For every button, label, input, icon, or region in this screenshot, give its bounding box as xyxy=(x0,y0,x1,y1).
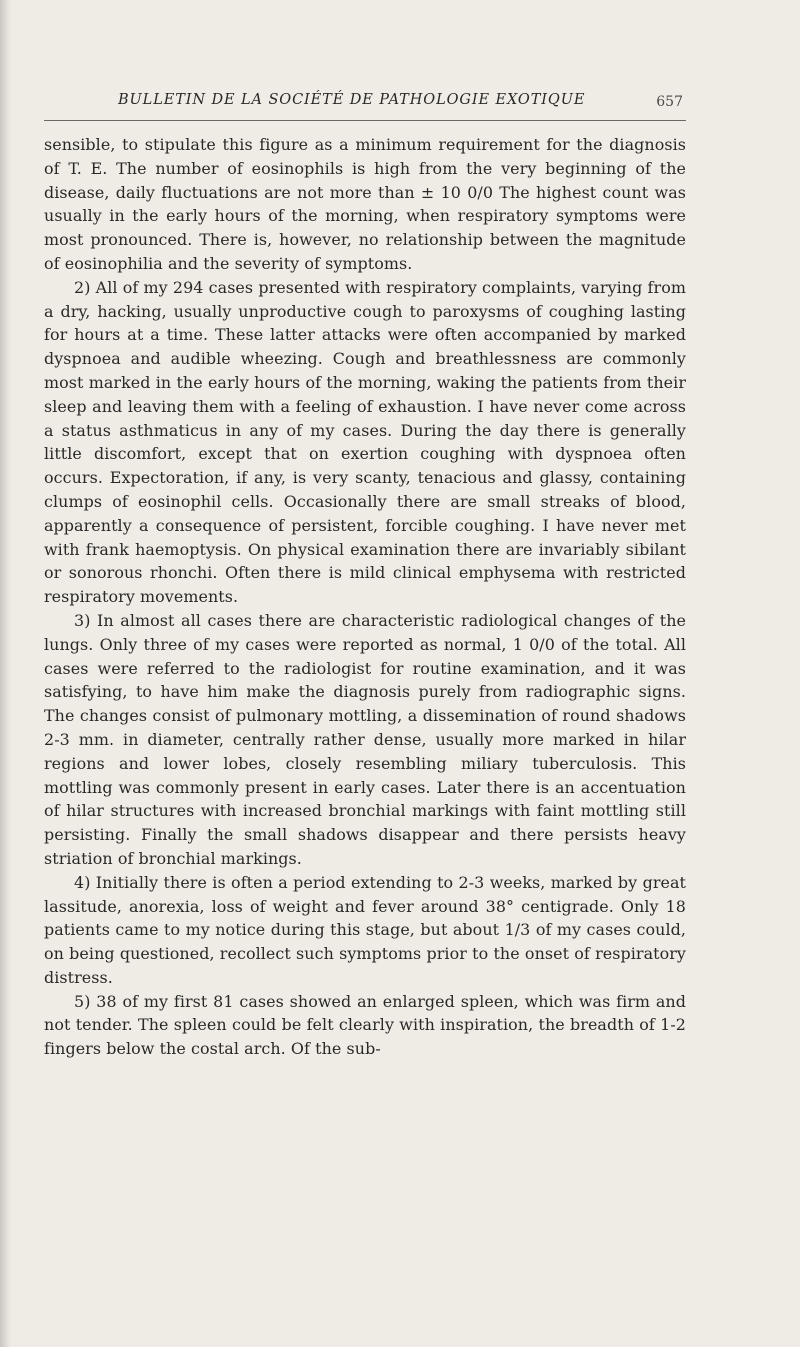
paragraph-initial-period: 4) Initially there is often a period extending to 2-3 weeks, marked by great lassitude, anorexia, loss of weight and fever around 38° centigrade. Only 18 patients came to my notice during this stage, but about 1/3 of my cases could, on being questioned, recollect such symptoms prior to the onset of respiratory distress. xyxy=(44,872,686,987)
paragraph-eosinophil-count: sensible, to stipulate this figure as a minimum requirement for the diagnosis of T. E. The number of eosinophils is high from the very beginning of the disease, daily fluctuations are not more than ± 10 0/0 The highest count was usually in the early hours of the morning, when respiratory symptoms were most pronounced. There is, however, no relationship between the magnitude of eosinophilia and the severity of symptoms. xyxy=(44,135,686,273)
paragraph-enlarged-spleen: 5) 38 of my first 81 cases showed an enlarged spleen, which was firm and not tender. The spleen could be felt clearly with inspiration, the breadth of 1-2 fingers below the costal arch. Of the sub- xyxy=(44,991,686,1059)
page-number: 657 xyxy=(656,94,683,110)
paragraph-radiological-changes: 3) In almost all cases there are characteristic radiological changes of the lungs. Only three of my cases were reported as normal, 1 0/0 of the total. All cases were referred to the radiologist for routine examination, and it was satisfying, to have him make the diagnosis purely from radiographic signs. The changes consist of pulmonary mottling, a dissemination of round shadows 2-3 mm. in diameter, centrally rather dense, usually more marked in hilar regions and lower lobes, closely resembling miliary tuberculosis. This mottling was commonly present in early cases. Later there is an accentuation of hilar structures with increased bronchial markings with faint mottling still persisting. Finally the small shadows disappear and there persists heavy striation of bronchial markings. xyxy=(44,610,686,868)
running-title: BULLETIN DE LA SOCIÉTÉ DE PATHOLOGIE EXOTIQUE xyxy=(118,92,586,108)
page-header xyxy=(44,92,686,121)
page-binding-edge xyxy=(0,0,12,1347)
paragraph-respiratory-complaints: 2) All of my 294 cases presented with respiratory complaints, varying from a dry, hacking, usually unproductive cough to paroxysms of coughing lasting for hours at a time. These latter attacks were often accompanied by marked dyspnoea and audible wheezing. Cough and breathlessness are commonly most marked in the early hours of the morning, waking the patients from their sleep and leaving them with a feeling of exhaustion. I have never come across a status asthmaticus in any of my cases. During the day there is generally little discomfort, except that on exertion coughing with dyspnoea often occurs. Expectoration, if any, is very scanty, tenacious and glassy, containing clumps of eosinophil cells. Occasionally there are small streaks of blood, apparently a consequence of persistent, forcible coughing. I have never met with frank haemoptysis. On physical examination there are invariably sibilant or sonorous rhonchi. Often there is mild clinical emphysema with restricted respiratory movements. xyxy=(44,277,686,607)
article-body xyxy=(44,133,686,1061)
journal-page xyxy=(44,92,686,1061)
